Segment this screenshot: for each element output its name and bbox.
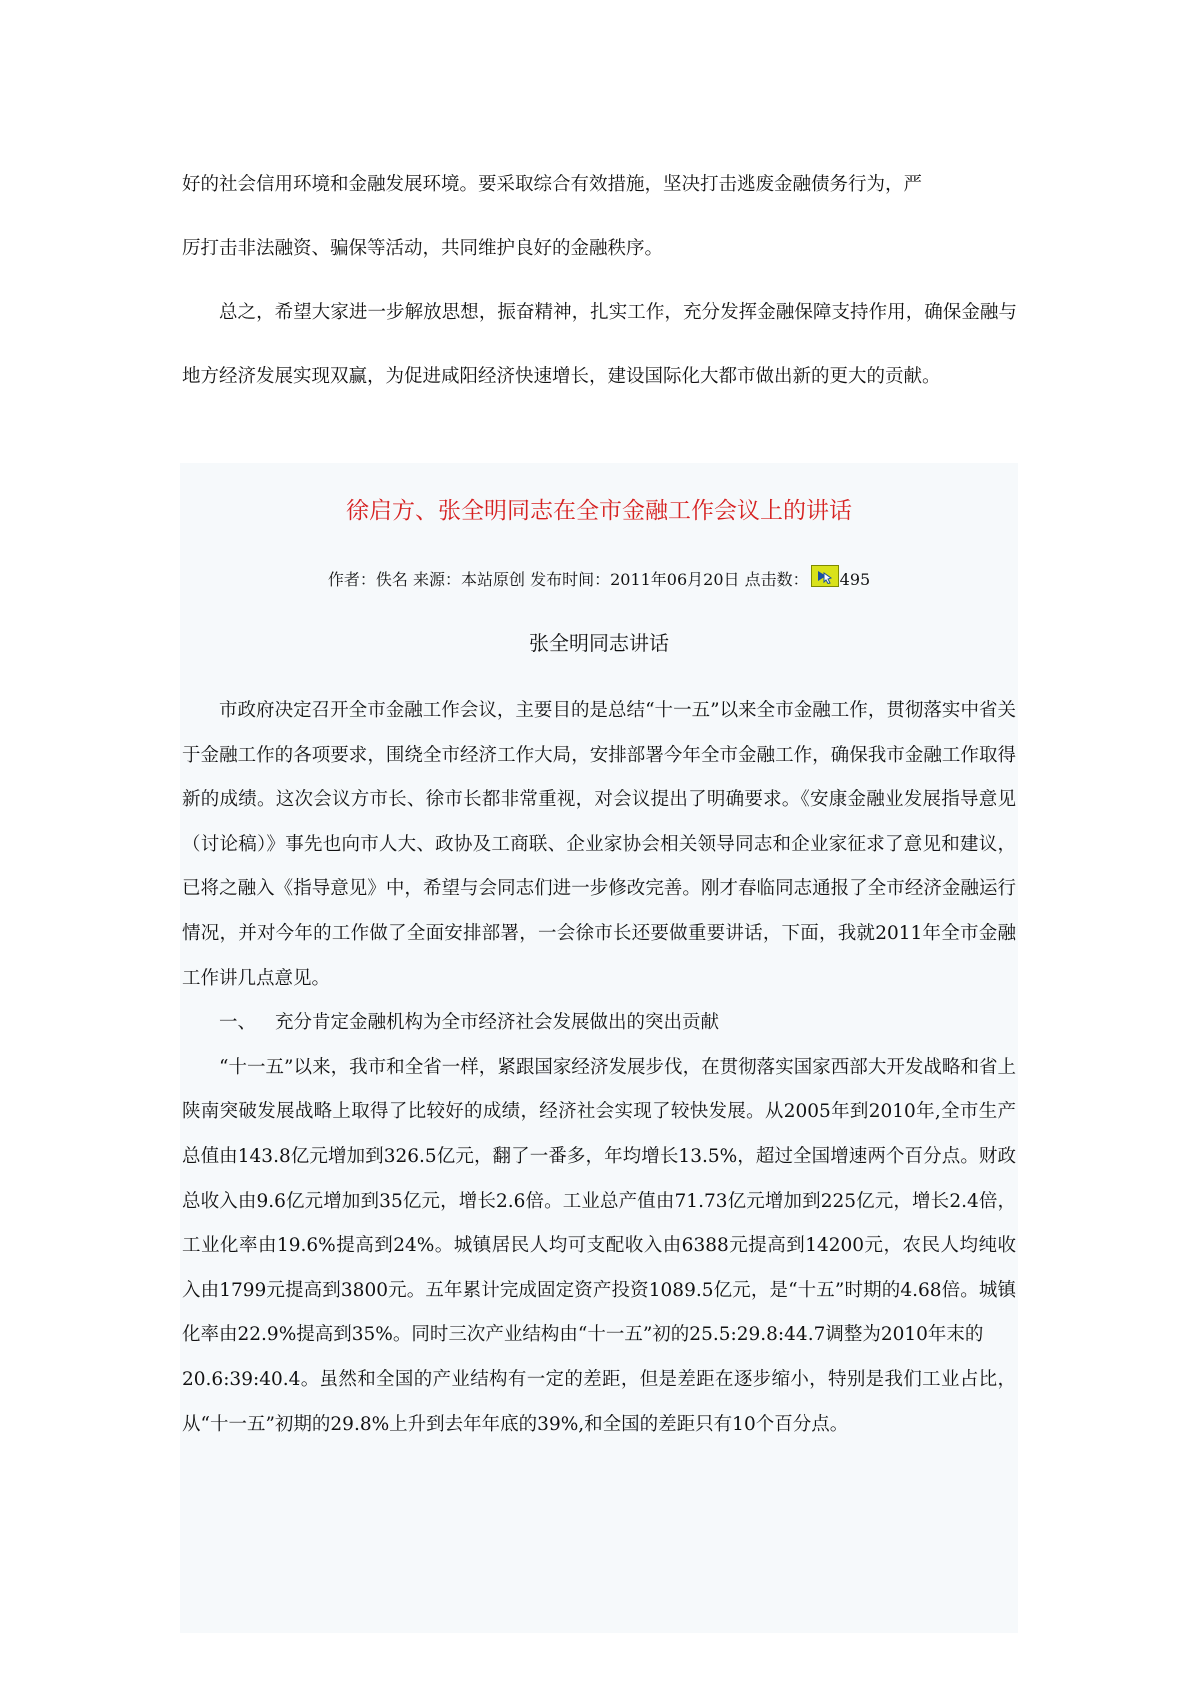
article-panel (180, 463, 1018, 1633)
author-label: 作者： (327, 570, 376, 589)
clicks-label: 点击数： (744, 570, 809, 589)
paragraph-line: 厉打击非法融资、骗保等活动，共同维护良好的金融秩序。 (182, 238, 664, 259)
paragraph-line: 好的社会信用环境和金融发展环境。要采取综合有效措施，坚决打击逃废金融债务行为，严 (182, 174, 923, 195)
click-count: 495 (839, 570, 871, 589)
section-title: 张全明同志讲话 (529, 631, 669, 655)
article-title: 徐启方、张全明同志在全市金融工作会议上的讲话 (346, 498, 852, 524)
article-body (182, 689, 1016, 1447)
article-meta (180, 565, 1018, 592)
body-paragraph-continued: 20.6:39:40.4。虽然和全国的产业结构有一定的差距，但是差距在逐步缩小，特别是我们工业占比，从“十一五”初期的29.8%上升到去年年底的39%,和全国的差距只有10个百分点。 (182, 1368, 1016, 1435)
source-label: 来源： (412, 570, 461, 589)
closing-paragraph: 总之，希望大家进一步解放思想，振奋精神，扎实工作，充分发挥金融保障支持作用，确保金融与地方经济发展实现双赢，为促进咸阳经济快速增长，建设国际化大都市做出新的更大的贡献。 (182, 302, 1017, 387)
body-paragraph: “十一五”以来，我市和全省一样，紧跟国家经济发展步伐，在贯彻落实国家西部大开发战略和省上陕南突破发展战略上取得了比较好的成绩，经济社会实现了较快发展。从2005年到2010年,全市生产总值由143.8亿元增加到326.5亿元，翻了一番多，年均增长13.5%，超过全国增速两个百分点。财政总收入由9.6亿元增加到35亿元，增长2.6倍。工业总产值由71.73亿元增加到225亿元，增长2.4倍，工业化率由19.6%提高到24%。城镇居民人均可支配收入由6388元提高到14200元，农民人均纯收入由1799元提高到3800元。五年累计完成固定资产投资1089.5亿元，是“十五”时期的4.68倍。城镇化率由22.9%提高到35%。同时三次产业结构由“十一五”初的25.5:29.8:44.7调整为2010年末的 (182, 1056, 1016, 1346)
publish-date: 2011年06月20日 (610, 570, 740, 589)
source: 本站原创 (460, 570, 525, 589)
body-paragraph: 市政府决定召开全市金融工作会议，主要目的是总结“十一五”以来全市金融工作，贯彻落实中省关于金融工作的各项要求，围绕全市经济工作大局，安排部署今年全市金融工作，确保我市金融工作取得新的成绩。这次会议方市长、徐市长都非常重视，对会议提出了明确要求。《安康金融业发展指导意见（讨论稿）》事先也向市人大、政协及工商联、企业家协会相关领导同志和企业家征求了意见和建议，已将之融入《指导意见》中，希望与会同志们进一步修改完善。刚才春临同志通报了全市经济金融运行情况，并对今年的工作做了全面安排部署，一会徐市长还要做重要讲话，下面，我就2011年全市金融工作讲几点意见。 (182, 700, 1016, 989)
preceding-article-text (182, 153, 1017, 409)
author: 佚名 (375, 570, 408, 589)
click-counter-icon (811, 565, 839, 587)
section-heading (182, 1001, 1016, 1046)
date-label: 发布时间： (530, 570, 611, 589)
heading-number: 一、 (219, 1012, 257, 1034)
heading-text: 充分肯定金融机构为全市经济社会发展做出的突出贡献 (275, 1012, 720, 1034)
